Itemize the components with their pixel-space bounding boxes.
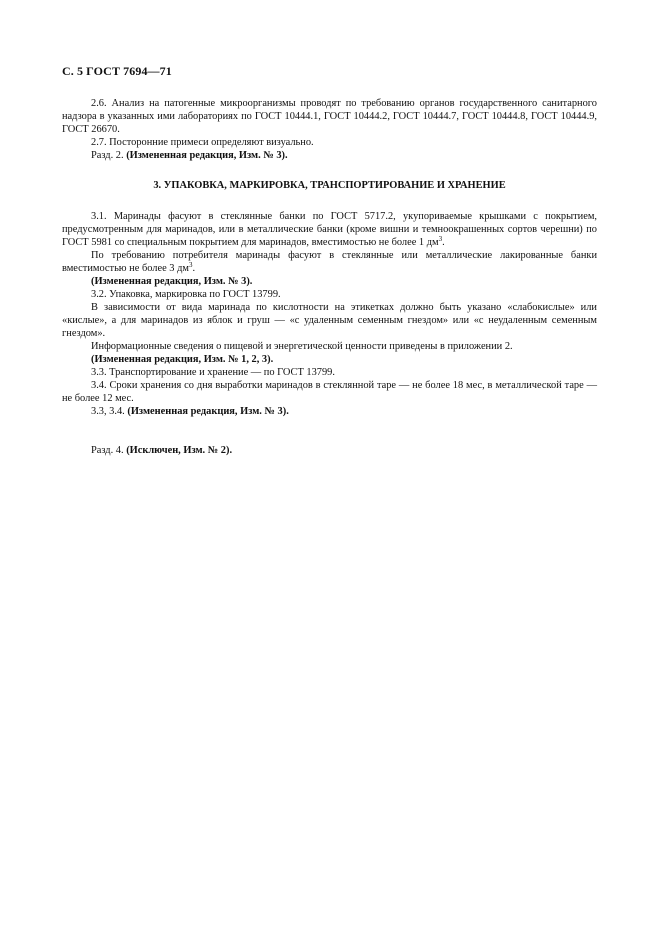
paragraph-3-3: 3.3. Транспортирование и хранение — по ГОСТ 13799. <box>91 367 335 378</box>
section-4-excluded-note <box>62 444 597 457</box>
note-prefix: Разд. 2. <box>91 150 124 161</box>
paragraph-3-2: 3.2. Упаковка, маркировка по ГОСТ 13799. <box>91 289 281 300</box>
paragraph-3-2-c: Информационные сведения о пищевой и энергетической ценности приведены в приложении 2. <box>91 341 513 352</box>
section-2-text <box>62 97 597 162</box>
paragraph-2-6: 2.6. Анализ на патогенные микроорганизмы проводят по требованию органов государственного санитарного надзора в указанных ими лабораториях по ГОСТ 10444.1, ГОСТ 10444.2, ГОСТ 10444.7, ГОСТ 10444.8, ГОСТ 10444.9, ГОСТ 26670. <box>62 98 597 135</box>
section-4-text <box>62 444 597 457</box>
paragraph-3-3-3-4-amendment-note <box>62 405 597 418</box>
paragraph-3-1: 3.1. Маринады фасуют в стеклянные банки по ГОСТ 5717.2, укупориваемые крышками с покрытием, предусмотренным для маринадов, или в металлические банки (кроме вишни и темноокрашенных сортов черешни) по ГОСТ 5981 со специальным покрытием для маринадов, вместимостью не более 1 $дм^3$. <box>62 211 597 248</box>
paragraph-3-1-b: По требованию потребителя маринады фасуют в стеклянные или металлические лакированные банки вместимостью не более 3 $дм^3$. <box>62 250 597 274</box>
note-prefix: 3.3, 3.4. <box>91 406 125 417</box>
note-prefix: Разд. 4. <box>91 445 124 456</box>
page-header: С. 5 ГОСТ 7694—71 <box>62 64 172 78</box>
paragraph-2-7: 2.7. Посторонние примеси определяют визуально. <box>91 137 314 148</box>
note-amendment: (Измененная редакция, Изм. № 3). <box>126 150 288 161</box>
paragraph-3-2-amendment-note: (Измененная редакция, Изм. № 1, 2, 3). <box>91 354 274 365</box>
section-2-amendment-note <box>62 149 597 162</box>
note-amendment: (Исключен, Изм. № 2). <box>126 445 233 456</box>
paragraph-3-1-amendment-note: (Измененная редакция, Изм. № 3). <box>91 276 253 287</box>
paragraph-3-4: 3.4. Сроки хранения со дня выработки маринадов в стеклянной таре — не более 18 мес, в металлической таре — не более 12 мес. <box>62 380 597 404</box>
section-3-title: 3. УПАКОВКА, МАРКИРОВКА, ТРАНСПОРТИРОВАНИЕ И ХРАНЕНИЕ <box>153 180 506 191</box>
note-amendment: (Измененная редакция, Изм. № 3). <box>127 406 289 417</box>
section-3-text <box>62 210 597 418</box>
paragraph-3-2-b: В зависимости от вида маринада по кислотности на этикетках должно быть указано «слабокислые» или «кислые», а для маринадов из яблок и груш — «с удаленным семенным гнездом» или «с неудаленным семенным гнездом». <box>62 302 597 339</box>
